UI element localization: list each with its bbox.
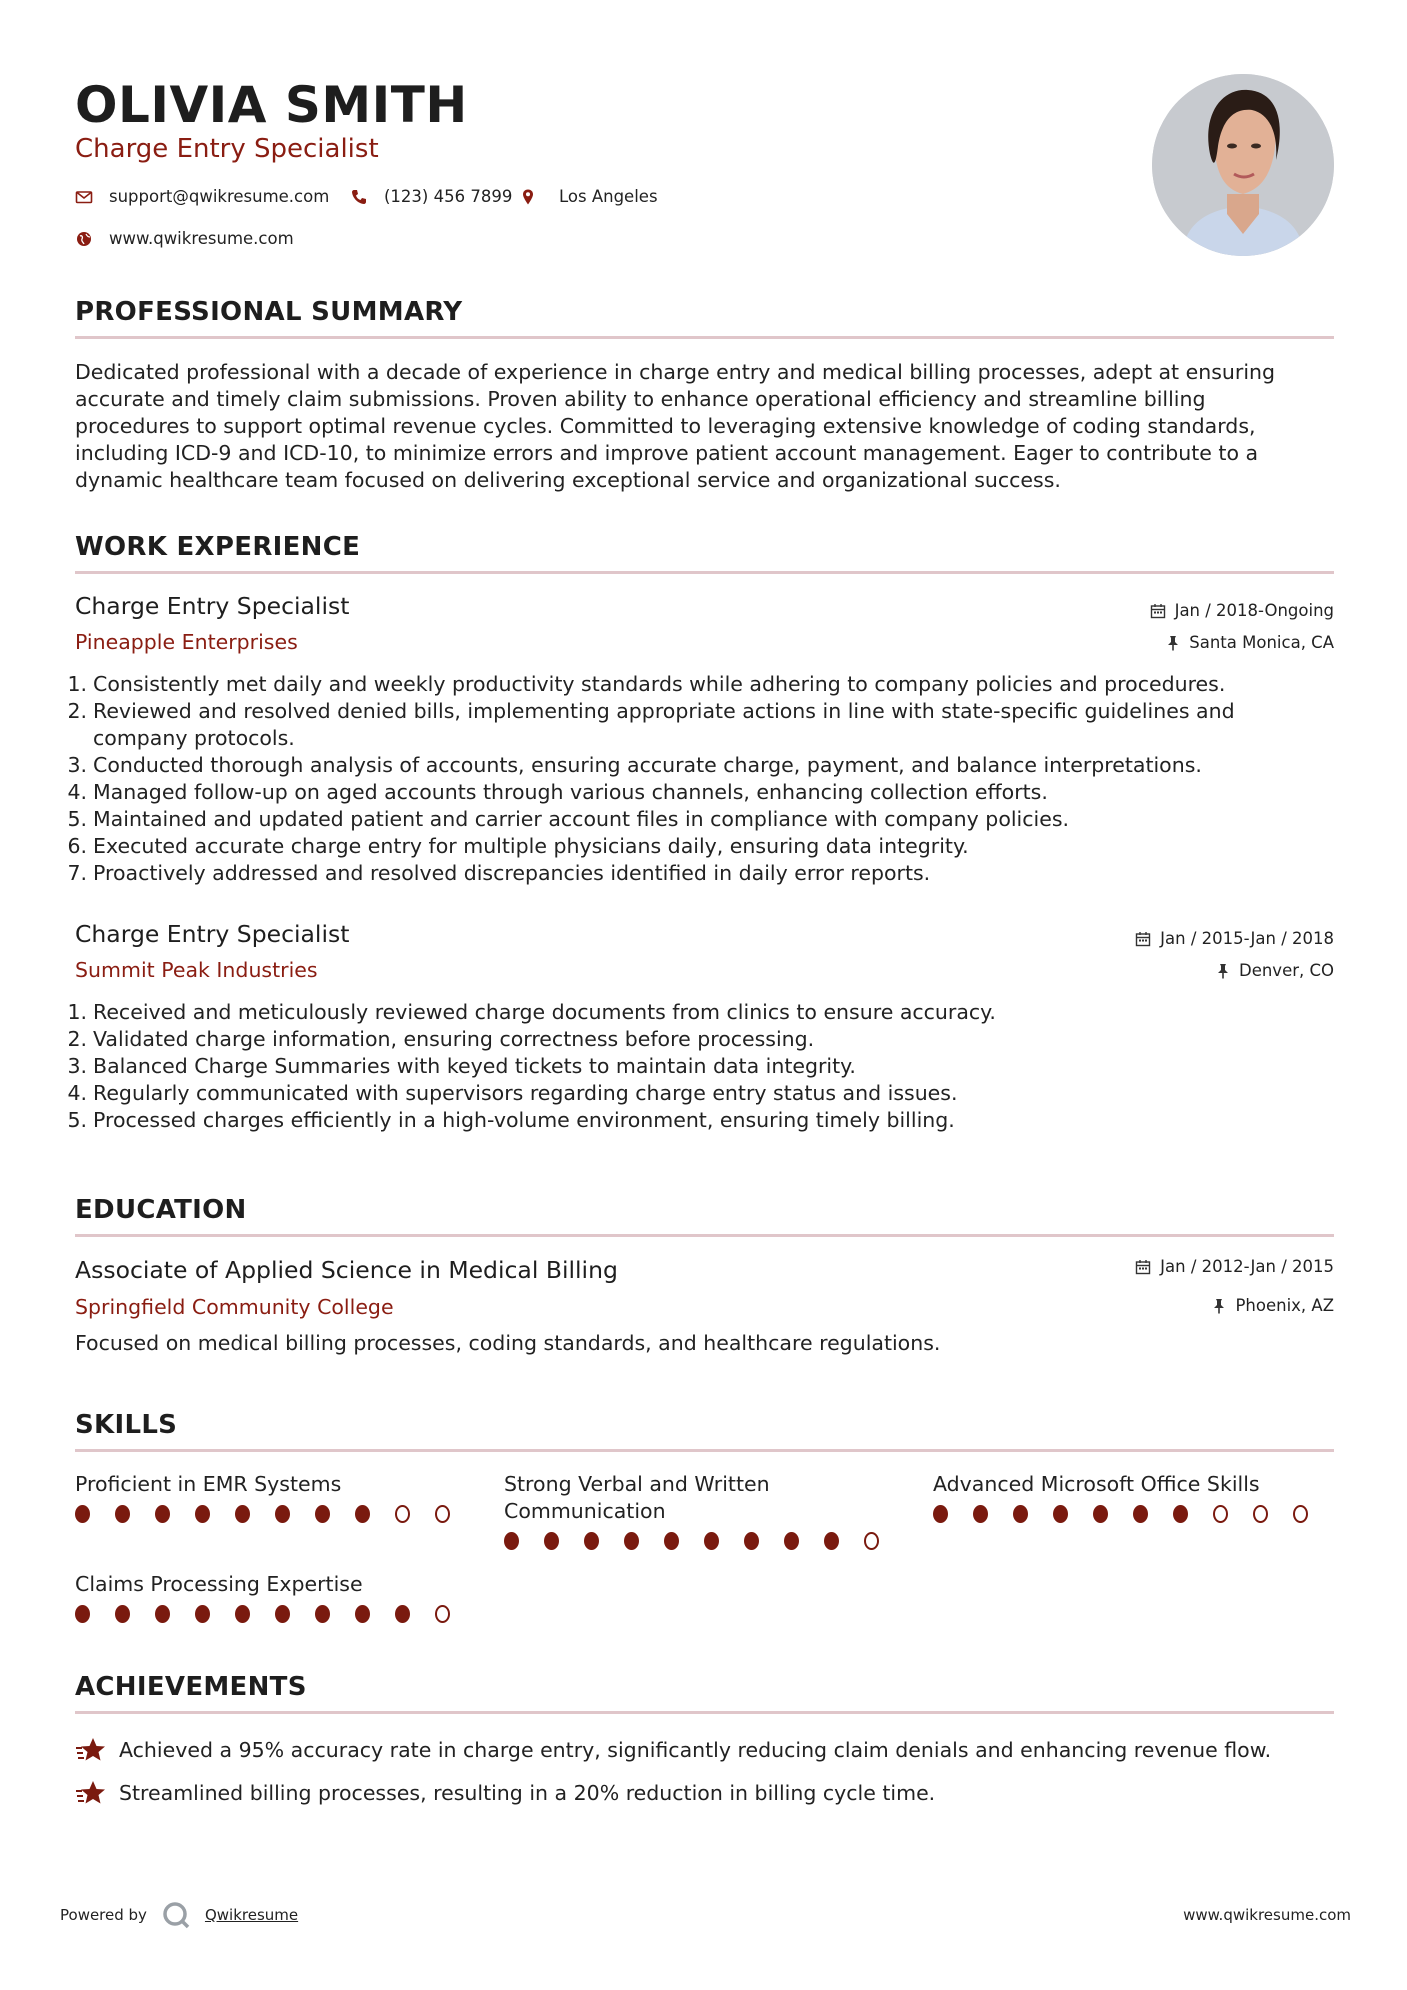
education-dates-text: Jan / 2012-Jan / 2015: [1160, 1257, 1334, 1276]
list-item: 5. Maintained and updated patient and carrier account files in compliance with company policies.: [67, 807, 1070, 831]
experience-divider: [75, 571, 1334, 574]
skill-item: [75, 1571, 475, 1623]
education-dates: [1135, 1257, 1334, 1276]
skill-rating: [75, 1505, 475, 1523]
rating-dot-filled: [1093, 1505, 1108, 1523]
rating-dot-filled: [1013, 1505, 1028, 1523]
rating-dot-filled: [744, 1532, 759, 1550]
list-item: 2. Reviewed and resolved denied bills, implementing appropriate actions in line with state-specific guidelines and: [67, 699, 1235, 723]
contact-location: [519, 187, 658, 206]
contact-website[interactable]: [75, 229, 294, 248]
rating-dot-filled: [115, 1605, 130, 1623]
rating-dot-filled: [933, 1505, 948, 1523]
achievement-item: [75, 1735, 1271, 1765]
calendar-icon: [1150, 603, 1166, 619]
skill-name: Proficient in EMR Systems: [75, 1472, 342, 1496]
rating-dot-filled: [624, 1532, 639, 1550]
skill-rating: [75, 1605, 475, 1623]
star-award-icon: [75, 1735, 107, 1765]
summary-divider: [75, 336, 1334, 339]
skill-name: Strong Verbal and Written: [504, 1472, 770, 1496]
achievements-divider: [75, 1711, 1334, 1714]
rating-dot-filled: [195, 1605, 210, 1623]
education-location-text: Phoenix, AZ: [1235, 1296, 1334, 1315]
list-item: 3. Balanced Charge Summaries with keyed tickets to maintain data integrity.: [67, 1054, 856, 1078]
list-item: 4. Regularly communicated with supervisors regarding charge entry status and issues.: [67, 1081, 958, 1105]
contact-phone[interactable]: [350, 187, 512, 206]
rating-dot-filled: [395, 1605, 410, 1623]
rating-dot-filled: [75, 1505, 90, 1523]
list-item: 5. Processed charges efficiently in a high-volume environment, ensuring timely billing.: [67, 1108, 955, 1132]
job-dates: [1150, 601, 1334, 620]
education-description: Focused on medical billing processes, coding standards, and healthcare regulations.: [75, 1331, 941, 1355]
job-bullets: [65, 671, 1335, 887]
job-location: [1166, 633, 1334, 652]
school-name: Springfield Community College: [75, 1295, 394, 1319]
skill-item: [933, 1471, 1333, 1523]
calendar-icon: [1135, 1259, 1151, 1275]
rating-dot-filled: [704, 1532, 719, 1550]
rating-dot-empty: [864, 1532, 879, 1550]
powered-by-label: Powered by: [60, 1906, 147, 1924]
rating-dot-filled: [1053, 1505, 1068, 1523]
rating-dot-filled: [275, 1505, 290, 1523]
profile-photo: [1152, 74, 1334, 256]
job-company: Pineapple Enterprises: [75, 630, 298, 654]
skill-rating: [933, 1505, 1333, 1523]
summary-line: including ICD-9 and ICD-10, to minimize errors and improve patient account management. Eager to contribute to a: [75, 441, 1259, 465]
skill-rating: [504, 1532, 904, 1550]
summary-line: procedures to support optimal revenue cycles. Committed to leveraging extensive knowledge of coding standards,: [75, 414, 1256, 438]
rating-dot-filled: [784, 1532, 799, 1550]
skills-divider: [75, 1449, 1334, 1452]
pushpin-icon: [1216, 963, 1230, 979]
calendar-icon: [1135, 931, 1151, 947]
degree-title: Associate of Applied Science in Medical Billing: [75, 1256, 618, 1284]
list-item: 6. Executed accurate charge entry for multiple physicians daily, ensuring data integrity.: [67, 834, 969, 858]
rating-dot-filled: [315, 1505, 330, 1523]
skills-heading: SKILLS: [75, 1410, 178, 1440]
rating-dot-empty: [435, 1605, 450, 1623]
rating-dot-filled: [315, 1605, 330, 1623]
education-heading: EDUCATION: [75, 1195, 247, 1225]
footer-website[interactable]: www.qwikresume.com: [1183, 1906, 1351, 1924]
list-item: 2. Validated charge information, ensuring correctness before processing.: [67, 1027, 815, 1051]
job-location: [1216, 961, 1334, 980]
job-bullets: [65, 999, 1335, 1134]
rating-dot-empty: [1253, 1505, 1268, 1523]
job-title: Charge Entry Specialist: [75, 920, 350, 948]
summary-heading: PROFESSIONAL SUMMARY: [75, 297, 463, 327]
rating-dot-filled: [504, 1532, 519, 1550]
list-item: 1. Received and meticulously reviewed charge documents from clinics to ensure accuracy.: [67, 1000, 996, 1024]
list-item: company protocols.: [93, 726, 295, 750]
rating-dot-empty: [395, 1505, 410, 1523]
rating-dot-filled: [1173, 1505, 1188, 1523]
qwikresume-link[interactable]: Qwikresume: [204, 1906, 299, 1924]
rating-dot-filled: [973, 1505, 988, 1523]
pushpin-icon: [1212, 1298, 1226, 1314]
contact-email[interactable]: [75, 187, 329, 206]
achievement-text: Streamlined billing processes, resulting in a 20% reduction in billing cycle time.: [119, 1781, 936, 1805]
rating-dot-filled: [235, 1605, 250, 1623]
list-item: 1. Consistently met daily and weekly productivity standards while adhering to company policies and procedures.: [67, 672, 1226, 696]
pushpin-icon: [1166, 635, 1180, 651]
rating-dot-empty: [435, 1505, 450, 1523]
skill-name: Advanced Microsoft Office Skills: [933, 1472, 1260, 1496]
rating-dot-filled: [824, 1532, 839, 1550]
rating-dot-filled: [584, 1532, 599, 1550]
phone-text: (123) 456 7899: [384, 187, 513, 206]
job-location-text: Santa Monica, CA: [1189, 633, 1334, 652]
list-item: 4. Managed follow-up on aged accounts through various channels, enhancing collection efforts.: [67, 780, 1048, 804]
rating-dot-filled: [75, 1605, 90, 1623]
job-title: Charge Entry Specialist: [75, 592, 350, 620]
skill-item: [504, 1471, 904, 1550]
star-award-icon: [75, 1778, 107, 1808]
rating-dot-filled: [115, 1505, 130, 1523]
email-text: support@qwikresume.com: [109, 187, 330, 206]
rating-dot-filled: [544, 1532, 559, 1550]
rating-dot-filled: [355, 1505, 370, 1523]
achievement-item: [75, 1778, 935, 1808]
footer-powered-by: [60, 1900, 298, 1930]
candidate-title: Charge Entry Specialist: [75, 134, 379, 164]
education-divider: [75, 1234, 1334, 1237]
summary-text: [75, 359, 1334, 494]
rating-dot-filled: [664, 1532, 679, 1550]
job-company: Summit Peak Industries: [75, 958, 318, 982]
education-location: [1212, 1296, 1334, 1315]
candidate-name: OLIVIA SMITH: [75, 76, 468, 134]
skill-name-line2: Communication: [504, 1499, 666, 1523]
skill-name: Claims Processing Expertise: [75, 1572, 363, 1596]
summary-line: accurate and timely claim submissions. Proven ability to enhance operational efficiency and streamline billing: [75, 387, 1206, 411]
rating-dot-filled: [235, 1505, 250, 1523]
email-icon: [75, 188, 93, 206]
map-pin-icon: [519, 188, 537, 206]
rating-dot-empty: [1293, 1505, 1308, 1523]
job-location-text: Denver, CO: [1238, 961, 1334, 980]
rating-dot-filled: [155, 1605, 170, 1623]
rating-dot-filled: [355, 1605, 370, 1623]
list-item: 3. Conducted thorough analysis of accounts, ensuring accurate charge, payment, and balance interpretations.: [67, 753, 1202, 777]
achievements-heading: ACHIEVEMENTS: [75, 1672, 307, 1702]
rating-dot-filled: [195, 1505, 210, 1523]
qwikresume-logo-icon: [161, 1900, 191, 1930]
phone-icon: [350, 188, 368, 206]
list-item: 7. Proactively addressed and resolved discrepancies identified in daily error reports.: [67, 861, 931, 885]
experience-heading: WORK EXPERIENCE: [75, 532, 361, 562]
rating-dot-filled: [275, 1605, 290, 1623]
globe-icon: [75, 230, 93, 248]
rating-dot-empty: [1213, 1505, 1228, 1523]
achievement-text: Achieved a 95% accuracy rate in charge entry, significantly reducing claim denials and enhancing revenue flow.: [119, 1738, 1272, 1762]
rating-dot-filled: [155, 1505, 170, 1523]
skill-item: [75, 1471, 475, 1523]
job-dates-text: Jan / 2015-Jan / 2018: [1160, 929, 1334, 948]
summary-line: dynamic healthcare team focused on delivering exceptional service and organizational success.: [75, 468, 1061, 492]
job-dates: [1135, 929, 1334, 948]
job-dates-text: Jan / 2018-Ongoing: [1174, 601, 1334, 620]
summary-line: Dedicated professional with a decade of experience in charge entry and medical billing processes, adept at ensuring: [75, 360, 1276, 384]
location-text: Los Angeles: [559, 187, 658, 206]
website-text: www.qwikresume.com: [109, 229, 294, 248]
rating-dot-filled: [1133, 1505, 1148, 1523]
